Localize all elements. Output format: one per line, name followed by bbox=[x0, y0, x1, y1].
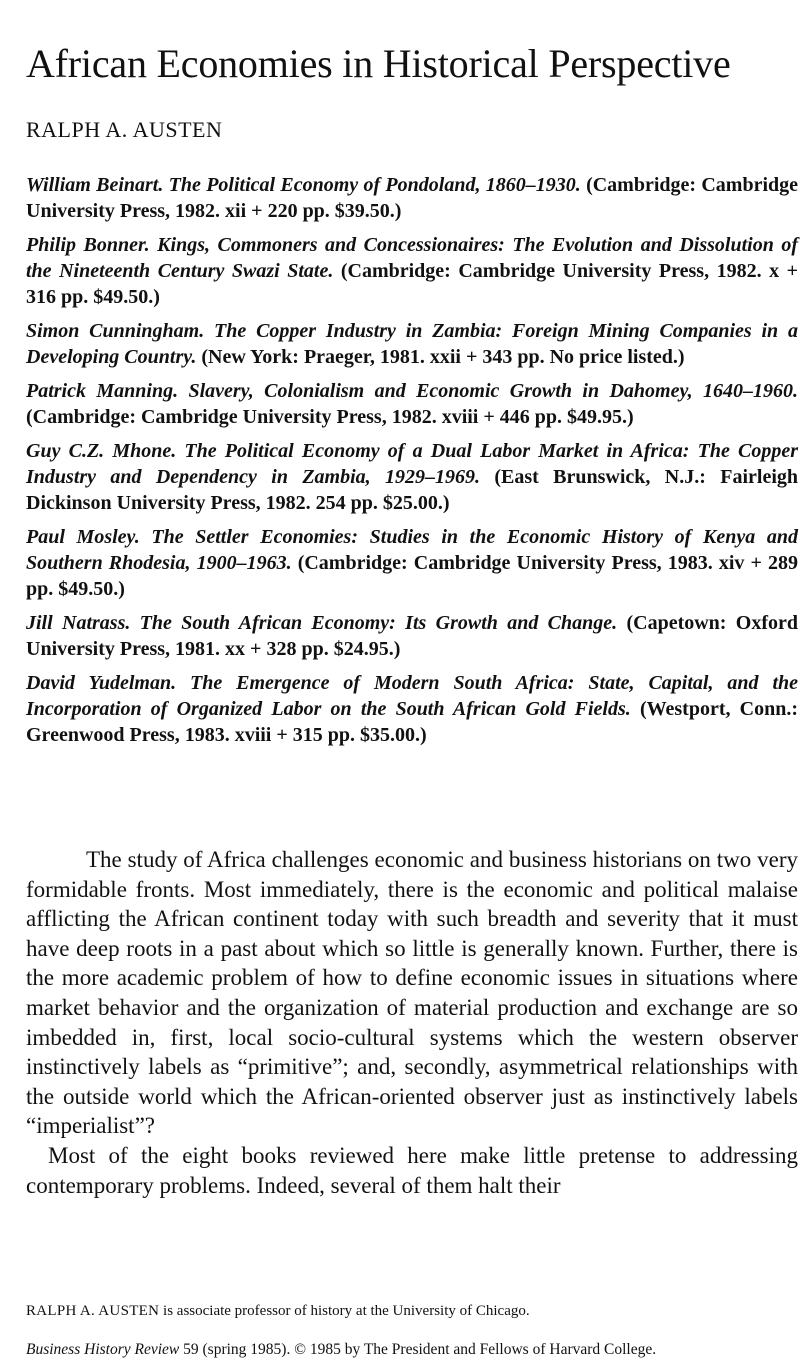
footnote-author-name: RALPH A. AUSTEN bbox=[26, 1303, 160, 1319]
review-title: Philip Bonner. Kings, Commoners and Concessionaires: The Evolution and Dissolution of the Nineteenth Century Swazi State. bbox=[26, 234, 798, 282]
review-publication: (Cambridge: Cambridge University Press, 1982. xviii + 446 pp. $49.95.) bbox=[26, 406, 634, 428]
review-publication: (Cambridge: Cambridge University Press, 1983. xiv + 289 pp. $49.50.) bbox=[26, 552, 799, 600]
review-entry bbox=[26, 438, 798, 516]
review-publication: (Cambridge: Cambridge University Press, 1982. xii + 220 pp. $39.50.) bbox=[26, 174, 799, 222]
review-publication: (Capetown: Oxford University Press, 1981. xx + 328 pp. $24.95.) bbox=[26, 612, 799, 660]
body-paragraph-1: The study of Africa challenges economic and business historians on two very formidable fronts. Most immediately, there is the economic and political malaise afflicting the African continent today with such breadth and severity that it must have deep roots in a past about which so little is generally known. Further, there is the more academic problem of how to define economic issues in situations where market behavior and the organization of material production and exchange are so imbedded in, first, local socio-cultural systems which the western observer instinctively labels as “primitive”; and, secondly, asymmetrical relationships with the outside world which the African-oriented observer just as instinctively labels “imperialist”? bbox=[26, 847, 798, 1139]
review-entry bbox=[26, 378, 798, 430]
author-footnote bbox=[26, 1301, 798, 1321]
review-entry bbox=[26, 232, 798, 310]
review-title: Jill Natrass. The South African Economy: Its Growth and Change. bbox=[26, 612, 618, 634]
review-title: William Beinart. The Political Economy of Pondoland, 1860–1930. bbox=[26, 174, 581, 196]
review-publication: (East Brunswick, N.J.: Fairleigh Dickinson University Press, 1982. 254 pp. $25.00.) bbox=[26, 466, 798, 514]
article-body bbox=[26, 845, 798, 1200]
journal-name: Business History Review bbox=[26, 1341, 180, 1358]
review-publication: (Cambridge: Cambridge University Press, 1982. x + 316 pp. $49.50.) bbox=[26, 260, 799, 308]
review-title: Guy C.Z. Mhone. The Political Economy of a Dual Labor Market in Africa: The Copper Industry and Dependency in Zambia, 1929–1969. bbox=[26, 440, 798, 488]
review-title: David Yudelman. The Emergence of Modern South Africa: State, Capital, and the Incorporation of Organized Labor on the South African Gold Fields. bbox=[26, 672, 798, 720]
reviewed-books-list bbox=[26, 172, 798, 756]
review-title: Paul Mosley. The Settler Economies: Studies in the Economic History of Kenya and Southern Rhodesia, 1900–1963. bbox=[26, 526, 798, 574]
citation-details: 59 (spring 1985). © 1985 by The President and Fellows of Harvard College. bbox=[179, 1341, 657, 1358]
review-entry bbox=[26, 318, 798, 370]
review-title: Patrick Manning. Slavery, Colonialism and Economic Growth in Dahomey, 1640–1960. bbox=[26, 380, 798, 402]
review-entry bbox=[26, 610, 798, 662]
footnote-text: is associate professor of history at the University of Chicago. bbox=[159, 1303, 530, 1319]
review-entry bbox=[26, 524, 798, 602]
article-title: African Economies in Historical Perspective bbox=[26, 41, 731, 86]
review-title: Simon Cunningham. The Copper Industry in Zambia: Foreign Mining Companies in a Developing Country. bbox=[26, 320, 798, 368]
body-paragraph-2: Most of the eight books reviewed here make little pretense to addressing contemporary problems. Indeed, several of them halt their bbox=[26, 1142, 798, 1198]
review-publication: (Westport, Conn.: Greenwood Press, 1983. xviii + 315 pp. $35.00.) bbox=[26, 698, 799, 746]
journal-citation bbox=[26, 1340, 798, 1360]
review-publication: (New York: Praeger, 1981. xxii + 343 pp. No price listed.) bbox=[201, 346, 685, 368]
review-entry bbox=[26, 670, 798, 748]
article-author: RALPH A. AUSTEN bbox=[26, 117, 223, 142]
review-entry bbox=[26, 172, 798, 224]
